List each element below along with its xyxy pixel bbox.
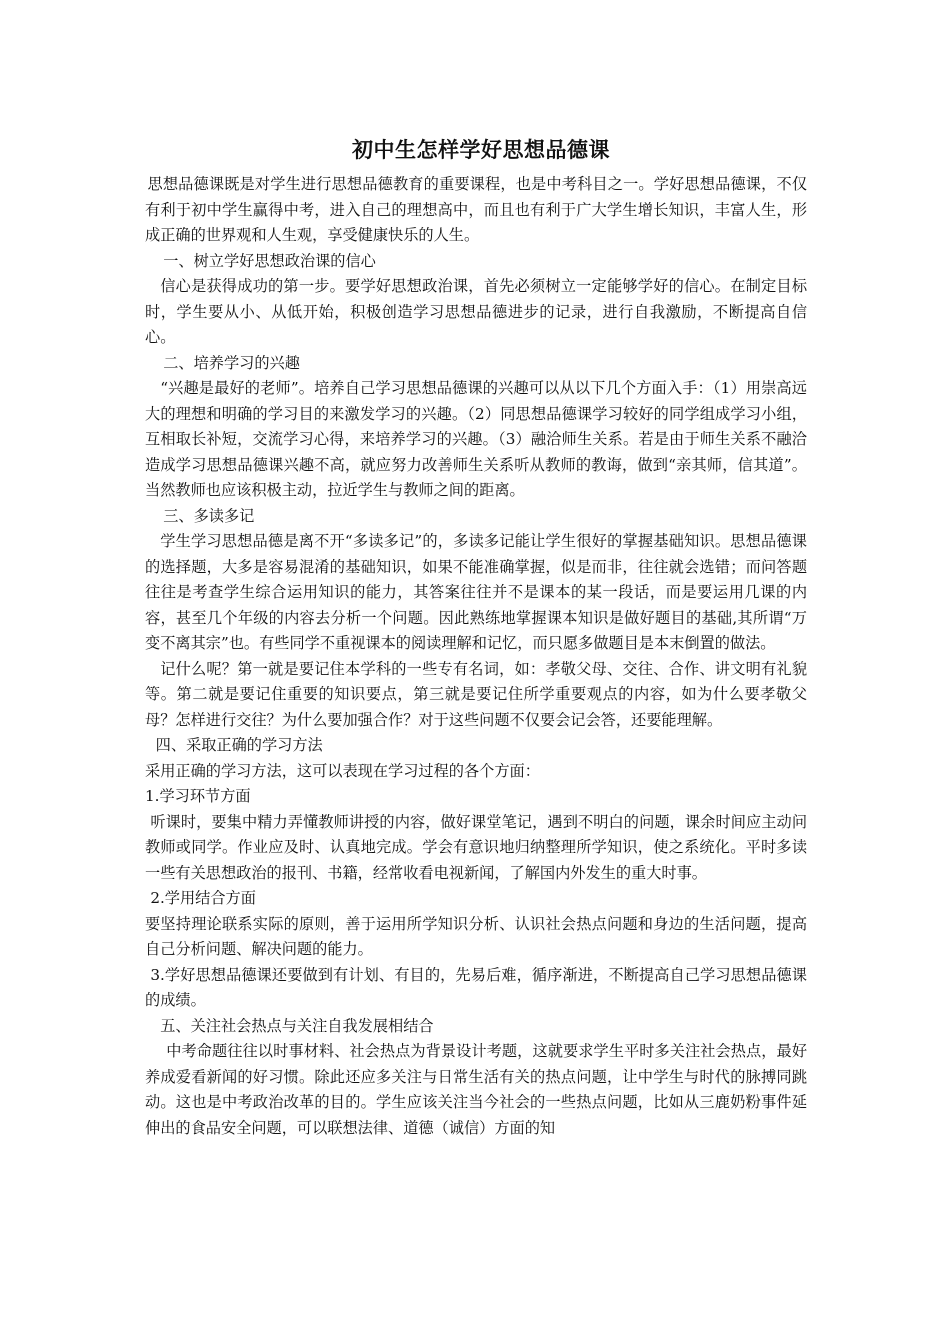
body-paragraph: 要坚持理论联系实际的原则，善于运用所学知识分析、认识社会热点问题和身边的生活问题，提高自己分析问题、解决问题的能力。 [145, 914, 807, 958]
body-paragraph: 采用正确的学习方法，这可以表现在学习过程的各个方面： [145, 761, 540, 780]
body-paragraph: 学生学习思想品德是离不开“多读多记”的，多读多记能让学生很好的掌握基础知识。思想品德课的选择题，大多是容易混淆的基础知识，如果不能准确掌握，似是而非，往往就会选错；而问答题往往是考查学生综合运用知识的能力，其答案往往并不是课本的某一段话，而是要运用几课的内容，甚至几个年级的内容去分析一个问题。因此熟练地掌握课本知识是做好题目的基础,其所谓“万变不离其宗”也。有些同学不重视课本的阅读理解和记忆，而只愿多做题目是本末倒置的做法。 [145, 532, 807, 652]
body-paragraph: 3.学好思想品德课还要做到有计划、有目的，先易后难，循序渐进，不断提高自己学习思想品德课的成绩。 [145, 965, 807, 1009]
section-heading: 2.学用结合方面 [150, 889, 256, 907]
body-paragraph: 记什么呢？第一就是要记住本学科的一些专有名词，如：孝敬父母、交往、合作、讲文明有礼貌等。第二就是要记住重要的知识要点，第三就是要记住所学重要观点的内容，如为什么要孝敬父母？怎样进行交往？为什么要加强合作？对于这些问题不仅要会记会答，还要能理解。 [145, 659, 807, 729]
section-heading: 三、多读多记 [163, 506, 255, 525]
document-body [145, 172, 807, 1141]
body-paragraph: 思想品德课既是对学生进行思想品德教育的重要课程，也是中考科目之一。学好思想品德课，不仅有利于初中学生赢得中考，进入自己的理想高中，而且也有利于广大学生增长知识，丰富人生，形成正确的世界观和人生观，享受健康快乐的人生。 [145, 175, 807, 244]
document-page [145, 135, 807, 1335]
section-heading: 五、关注社会热点与关注自我发展相结合 [160, 1016, 434, 1035]
section-heading: 四、采取正确的学习方法 [155, 736, 323, 754]
section-heading: 二、培养学习的兴趣 [163, 353, 300, 372]
page-title: 初中生怎样学好思想品德课 [352, 137, 610, 162]
body-paragraph: 信心是获得成功的第一步。要学好思想政治课，首先必须树立一定能够学好的信心。在制定目标时，学生要从小、从低开始，积极创造学习思想品德进步的记录，进行自我激励，不断提高自信心。 [145, 277, 807, 346]
body-paragraph: 中考命题往往以时事材料、社会热点为背景设计考题，这就要求学生平时多关注社会热点，最好养成爱看新闻的好习惯。除此还应多关注与日常生活有关的热点问题，让中学生与时代的脉搏同跳动。这也是中考政治改革的目的。学生应该关注当今社会的一些热点问题，比如从三鹿奶粉事件延伸出的食品安全问题，可以联想法律、道德（诚信）方面的知 [145, 1042, 807, 1137]
body-paragraph: 听课时，要集中精力弄懂教师讲授的内容，做好课堂笔记，遇到不明白的问题，课余时间应主动问教师或同学。作业应及时、认真地完成。学会有意识地归纳整理所学知识，使之系统化。平时多读一些有关思想政治的报刊、书籍，经常收看电视新闻，了解国内外发生的重大时事。 [145, 812, 807, 882]
body-paragraph: “兴趣是最好的老师”。培养自己学习思想品德课的兴趣可以从以下几个方面入手：（1）用崇高远大的理想和明确的学习目的来激发学习的兴趣。（2）同思想品德课学习较好的同学组成学习小组，互相取长补短，交流学习心得，来培养学习的兴趣。（3）融洽师生关系。若是由于师生关系不融洽造成学习思想品德课兴趣不高，就应努力改善师生关系听从教师的教诲，做到“亲其师，信其道”。当然教师也应该积极主动，拉近学生与教师之间的距离。 [145, 379, 807, 499]
section-heading: 一、树立学好思想政治课的信心 [163, 251, 376, 270]
section-heading: 1.学习环节方面 [145, 787, 251, 805]
